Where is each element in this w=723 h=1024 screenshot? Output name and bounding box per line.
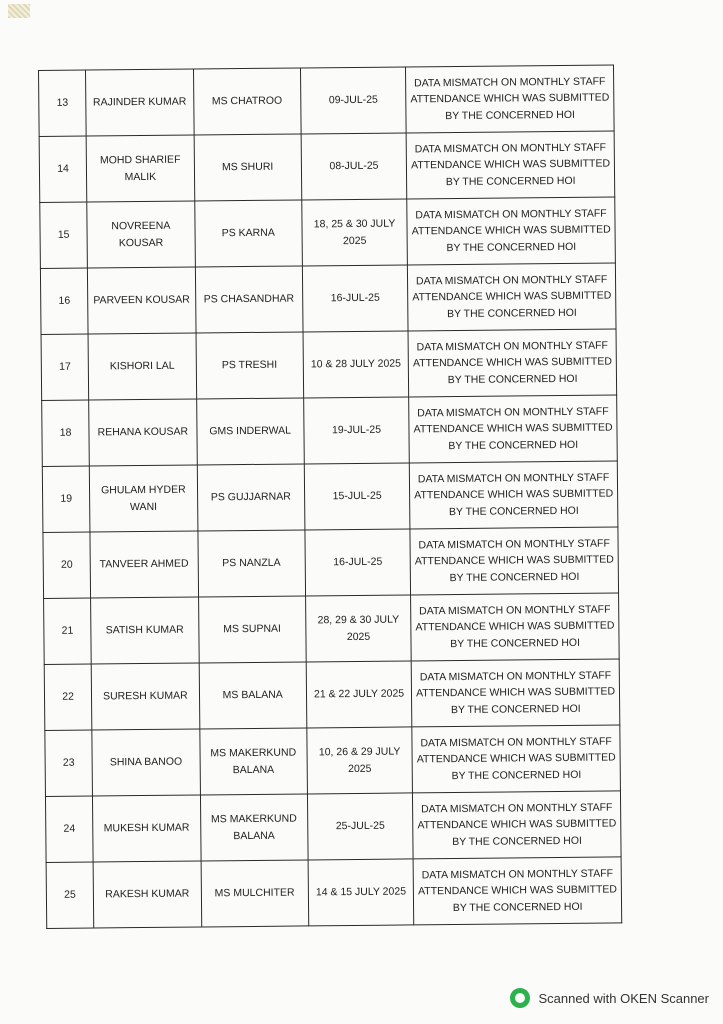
serial-number: 14 bbox=[39, 136, 87, 202]
school-name: MS BALANA bbox=[199, 662, 307, 729]
absence-date: 28, 29 & 30 JULY 2025 bbox=[305, 595, 411, 662]
table-row bbox=[45, 725, 621, 797]
remark: DATA MISMATCH ON MONTHLY STAFF ATTENDANCE WHICH WAS SUBMITTED BY THE CONCERNED HOI bbox=[408, 329, 616, 397]
school-name: PS NANZLA bbox=[197, 530, 305, 597]
scanner-credit-text: Scanned with OKEN Scanner bbox=[538, 990, 709, 1006]
absence-date: 16-JUL-25 bbox=[305, 529, 411, 596]
remark: DATA MISMATCH ON MONTHLY STAFF ATTENDANCE WHICH WAS SUBMITTED BY THE CONCERNED HOI bbox=[410, 461, 618, 529]
serial-number: 23 bbox=[45, 730, 93, 796]
employee-name: SHINA BANOO bbox=[92, 729, 200, 796]
table-row bbox=[43, 527, 619, 599]
absence-date: 19-JUL-25 bbox=[304, 397, 410, 464]
table-row bbox=[39, 131, 615, 203]
absence-date: 08-JUL-25 bbox=[301, 133, 407, 200]
remark: DATA MISMATCH ON MONTHLY STAFF ATTENDANCE WHICH WAS SUBMITTED BY THE CONCERNED HOI bbox=[410, 527, 618, 595]
employee-name: RAKESH KUMAR bbox=[93, 861, 201, 928]
table-row bbox=[42, 461, 618, 533]
serial-number: 21 bbox=[44, 598, 92, 664]
serial-number: 16 bbox=[40, 268, 88, 334]
employee-name: MUKESH KUMAR bbox=[93, 795, 201, 862]
remark: DATA MISMATCH ON MONTHLY STAFF ATTENDANCE WHICH WAS SUBMITTED BY THE CONCERNED HOI bbox=[406, 131, 614, 199]
remark: DATA MISMATCH ON MONTHLY STAFF ATTENDANCE WHICH WAS SUBMITTED BY THE CONCERNED HOI bbox=[409, 395, 617, 463]
school-name: MS CHATROO bbox=[193, 68, 301, 135]
serial-number: 22 bbox=[44, 664, 92, 730]
remark: DATA MISMATCH ON MONTHLY STAFF ATTENDANCE WHICH WAS SUBMITTED BY THE CONCERNED HOI bbox=[406, 65, 614, 133]
remark: DATA MISMATCH ON MONTHLY STAFF ATTENDANCE WHICH WAS SUBMITTED BY THE CONCERNED HOI bbox=[413, 791, 621, 859]
table-row bbox=[39, 65, 615, 137]
table-row bbox=[44, 593, 620, 665]
remark: DATA MISMATCH ON MONTHLY STAFF ATTENDANCE WHICH WAS SUBMITTED BY THE CONCERNED HOI bbox=[411, 659, 619, 727]
absence-date: 10, 26 & 29 JULY 2025 bbox=[307, 727, 413, 794]
employee-name: NOVREENA KOUSAR bbox=[87, 201, 195, 268]
remark: DATA MISMATCH ON MONTHLY STAFF ATTENDANCE WHICH WAS SUBMITTED BY THE CONCERNED HOI bbox=[407, 197, 615, 265]
employee-name: GHULAM HYDER WANI bbox=[89, 465, 197, 532]
absence-date: 10 & 28 JULY 2025 bbox=[303, 331, 409, 398]
remark: DATA MISMATCH ON MONTHLY STAFF ATTENDANCE WHICH WAS SUBMITTED BY THE CONCERNED HOI bbox=[413, 857, 621, 925]
employee-name: MOHD SHARIEF MALIK bbox=[86, 135, 194, 202]
remark: DATA MISMATCH ON MONTHLY STAFF ATTENDANCE WHICH WAS SUBMITTED BY THE CONCERNED HOI bbox=[408, 263, 616, 331]
serial-number: 20 bbox=[43, 532, 91, 598]
remark: DATA MISMATCH ON MONTHLY STAFF ATTENDANCE WHICH WAS SUBMITTED BY THE CONCERNED HOI bbox=[411, 593, 619, 661]
school-name: MS MULCHITER bbox=[201, 860, 309, 927]
table-row bbox=[40, 197, 616, 269]
absence-date: 15-JUL-25 bbox=[304, 463, 410, 530]
absence-date: 14 & 15 JULY 2025 bbox=[308, 859, 414, 926]
school-name: MS SUPNAI bbox=[198, 596, 306, 663]
absence-date: 25-JUL-25 bbox=[307, 793, 413, 860]
school-name: PS TRESHI bbox=[196, 332, 304, 399]
employee-name: REHANA KOUSAR bbox=[89, 399, 197, 466]
employee-name: SATISH KUMAR bbox=[91, 597, 199, 664]
absence-date: 16-JUL-25 bbox=[302, 265, 408, 332]
corner-stain-mark bbox=[8, 4, 30, 18]
table-row bbox=[40, 263, 616, 335]
serial-number: 24 bbox=[45, 796, 93, 862]
table-row bbox=[42, 395, 618, 467]
scanner-credit bbox=[510, 988, 709, 1008]
employee-name: SURESH KUMAR bbox=[91, 663, 199, 730]
employee-name: KISHORI LAL bbox=[88, 333, 196, 400]
employee-name: TANVEER AHMED bbox=[90, 531, 198, 598]
school-name: PS CHASANDHAR bbox=[195, 266, 303, 333]
table-body bbox=[39, 65, 622, 928]
absence-date: 09-JUL-25 bbox=[300, 67, 406, 134]
serial-number: 19 bbox=[42, 466, 90, 532]
school-name: MS MAKERKUND BALANA bbox=[199, 728, 307, 795]
remark: DATA MISMATCH ON MONTHLY STAFF ATTENDANCE WHICH WAS SUBMITTED BY THE CONCERNED HOI bbox=[412, 725, 620, 793]
school-name: GMS INDERWAL bbox=[196, 398, 304, 465]
serial-number: 25 bbox=[46, 862, 94, 928]
oken-scanner-logo-icon bbox=[510, 988, 530, 1008]
serial-number: 13 bbox=[39, 70, 87, 136]
school-name: MS MAKERKUND BALANA bbox=[200, 794, 308, 861]
serial-number: 17 bbox=[41, 334, 89, 400]
school-name: PS KARNA bbox=[194, 200, 302, 267]
school-name: PS GUJJARNAR bbox=[197, 464, 305, 531]
absence-date: 18, 25 & 30 JULY 2025 bbox=[302, 199, 408, 266]
attendance-mismatch-table bbox=[38, 64, 622, 928]
table-row bbox=[41, 329, 617, 401]
absence-date: 21 & 22 JULY 2025 bbox=[306, 661, 412, 728]
table-row bbox=[44, 659, 620, 731]
employee-name: RAJINDER KUMAR bbox=[86, 69, 194, 136]
table-row bbox=[46, 857, 622, 929]
employee-name: PARVEEN KOUSAR bbox=[88, 267, 196, 334]
table-row bbox=[45, 791, 621, 863]
scanned-page bbox=[38, 64, 622, 928]
serial-number: 18 bbox=[42, 400, 90, 466]
serial-number: 15 bbox=[40, 202, 88, 268]
school-name: MS SHURI bbox=[194, 134, 302, 201]
